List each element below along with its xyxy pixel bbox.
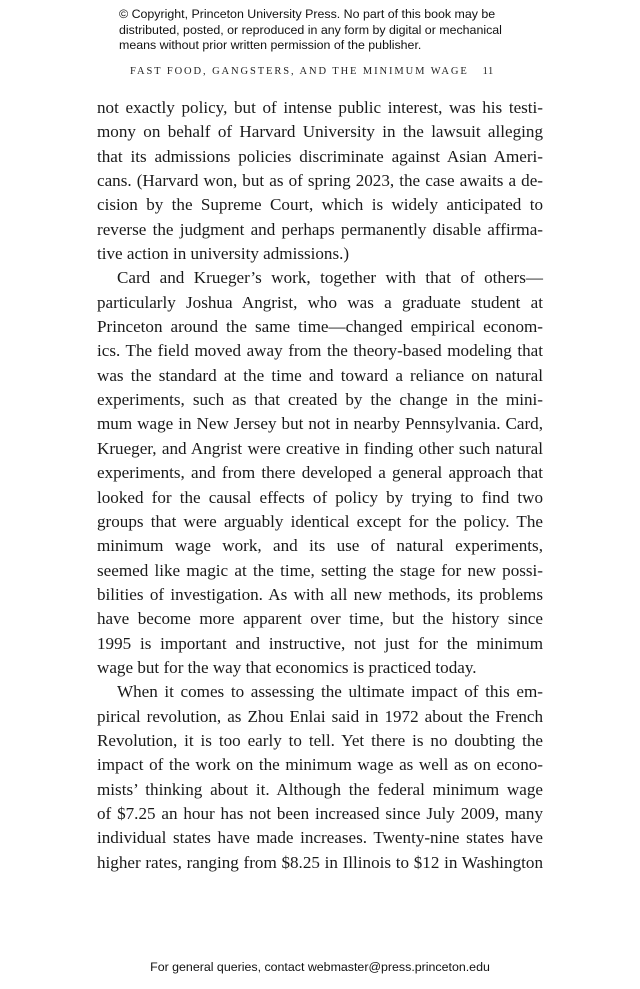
text-line: was the standard at the time and toward a reliance on natural	[97, 365, 543, 385]
copyright-line: © Copyright, Princeton University Press. No part of this book may be	[119, 7, 496, 21]
text-line: looked for the causal effects of policy by trying to find two	[97, 487, 543, 507]
text-line: that its admissions policies discriminate against Asian Ameri-	[97, 146, 543, 166]
body-text	[97, 96, 543, 875]
copyright-line: distributed, posted, or reproduced in any form by digital or mechanical	[119, 22, 502, 37]
copyright-notice	[119, 7, 539, 54]
text-line: Revolution, it is too early to tell. Yet there is no doubting the	[97, 730, 543, 750]
text-line: reverse the judgment and perhaps permanently disable affirma-	[97, 219, 543, 239]
copyright-line: means without prior written permission of the publisher.	[119, 38, 422, 52]
text-line: Krueger, and Angrist were creative in finding other such natural	[97, 438, 543, 458]
text-line: minimum wage work, and its use of natural experiments,	[97, 536, 543, 556]
text-line: experiments, such as that created by the change in the mini-	[97, 390, 543, 410]
text-line: not exactly policy, but of intense public interest, was his testi-	[97, 98, 543, 117]
text-line: cans. (Harvard won, but as of spring 2023, the case awaits a de-	[97, 171, 543, 191]
text-line: 1995 is important and instructive, not just for the minimum	[97, 633, 543, 653]
text-line: pirical revolution, as Zhou Enlai said in 1972 about the French	[97, 706, 543, 726]
text-line: When it comes to assessing the ultimate impact of this em-	[117, 682, 543, 702]
text-line: individual states have made increases. Twenty-nine states have	[97, 828, 543, 848]
text-line: groups that were arguably identical except for the policy. The	[97, 511, 543, 531]
text-line: of $7.25 an hour has not been increased since July 2009, many	[97, 803, 543, 823]
footer-contact: For general queries, contact webmaster@press.princeton.edu	[150, 960, 490, 974]
text-line: ics. The field moved away from the theory-based modeling that	[97, 341, 543, 361]
text-line: Card and Krueger’s work, together with that of others—	[117, 268, 543, 288]
text-line: seemed like magic at the time, setting the stage for new possi-	[97, 560, 543, 580]
text-line: impact of the work on the minimum wage as well as on econo-	[97, 755, 543, 775]
text-line: Princeton around the same time—changed empirical econom-	[97, 317, 543, 337]
text-line: particularly Joshua Angrist, who was a graduate student at	[97, 292, 543, 312]
text-line: cision by the Supreme Court, which is widely anticipated to	[97, 195, 543, 215]
text-line: have become more apparent over time, but the history since	[97, 609, 543, 629]
text-line: mony on behalf of Harvard University in the lawsuit alleging	[97, 122, 543, 142]
running-head-title: FAST FOOD, GANGSTERS, AND THE MINIMUM WAGE	[130, 66, 469, 77]
running-head	[130, 66, 494, 77]
text-line: mists’ thinking about it. Although the federal minimum wage	[97, 779, 543, 799]
text-line: wage but for the way that economics is practiced today.	[97, 657, 477, 677]
text-line: tive action in university admissions.)	[97, 244, 350, 264]
page-number: 11	[482, 66, 494, 77]
text-line: experiments, and from there developed a general approach that	[97, 463, 543, 483]
text-line: mum wage in New Jersey but not in nearby Pennsylvania. Card,	[97, 414, 543, 434]
text-line: higher rates, ranging from $8.25 in Illinois to $12 in Washington	[97, 852, 543, 872]
text-line: bilities of investigation. As with all new methods, its problems	[97, 584, 543, 604]
